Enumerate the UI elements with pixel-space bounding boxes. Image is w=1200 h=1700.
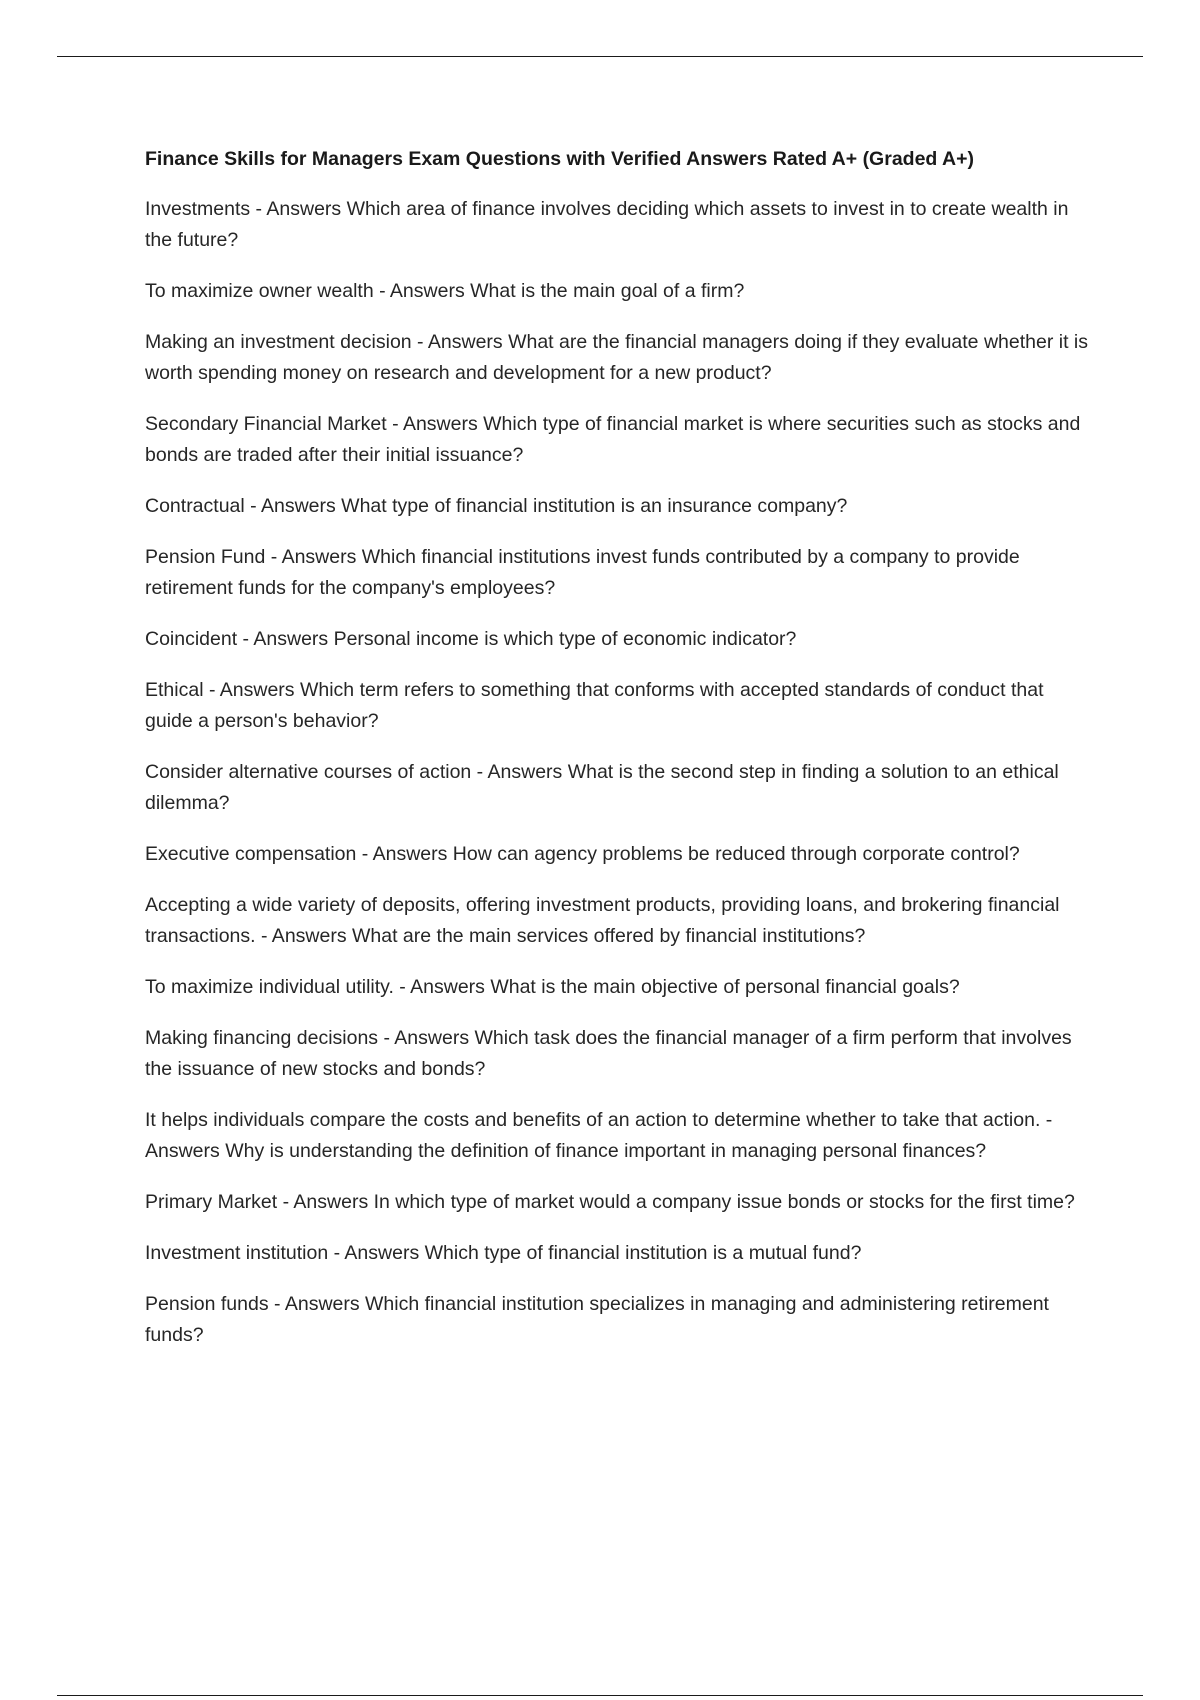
- qa-list: [145, 194, 1095, 1351]
- document-body: [145, 144, 1095, 1371]
- qa-item: Accepting a wide variety of deposits, offering investment products, providing loans, and brokering financial transactions. - Answers What are the main services offered by financial institutions?: [145, 894, 1060, 947]
- qa-item: Pension Fund - Answers Which financial institutions invest funds contributed by a company to provide retirement funds for the company's employees?: [145, 546, 1020, 599]
- qa-item: It helps individuals compare the costs and benefits of an action to determine whether to take that action. - Answers Why is understanding the definition of finance important in managing personal finances?: [145, 1109, 1053, 1162]
- qa-item: Coincident - Answers Personal income is which type of economic indicator?: [145, 628, 797, 650]
- qa-item: Primary Market - Answers In which type of market would a company issue bonds or stocks for the first time?: [145, 1191, 1075, 1213]
- qa-item: Making financing decisions - Answers Which task does the financial manager of a firm perform that involves the issuance of new stocks and bonds?: [145, 1027, 1072, 1080]
- qa-item: Investments - Answers Which area of finance involves deciding which assets to invest in to create wealth in the future?: [145, 198, 1069, 251]
- qa-item: Secondary Financial Market - Answers Which type of financial market is where securities such as stocks and bonds are traded after their initial issuance?: [145, 413, 1081, 466]
- footer-rule: [57, 1695, 1143, 1696]
- qa-item: Making an investment decision - Answers What are the financial managers doing if they evaluate whether it is worth spending money on research and development for a new product?: [145, 331, 1088, 384]
- qa-item: Contractual - Answers What type of financial institution is an insurance company?: [145, 495, 848, 517]
- qa-item: Consider alternative courses of action - Answers What is the second step in finding a solution to an ethical dilemma?: [145, 761, 1059, 814]
- qa-item: Executive compensation - Answers How can agency problems be reduced through corporate control?: [145, 843, 1020, 865]
- qa-item: Pension funds - Answers Which financial institution specializes in managing and administering retirement funds?: [145, 1293, 1049, 1346]
- qa-item: To maximize individual utility. - Answers What is the main objective of personal financial goals?: [145, 976, 960, 998]
- qa-item: Ethical - Answers Which term refers to something that conforms with accepted standards of conduct that guide a person's behavior?: [145, 679, 1044, 732]
- document-title: Finance Skills for Managers Exam Questions with Verified Answers Rated A+ (Graded A+): [145, 148, 974, 170]
- qa-item: Investment institution - Answers Which type of financial institution is a mutual fund?: [145, 1242, 862, 1264]
- header-rule: [57, 56, 1143, 57]
- qa-item: To maximize owner wealth - Answers What is the main goal of a firm?: [145, 280, 745, 302]
